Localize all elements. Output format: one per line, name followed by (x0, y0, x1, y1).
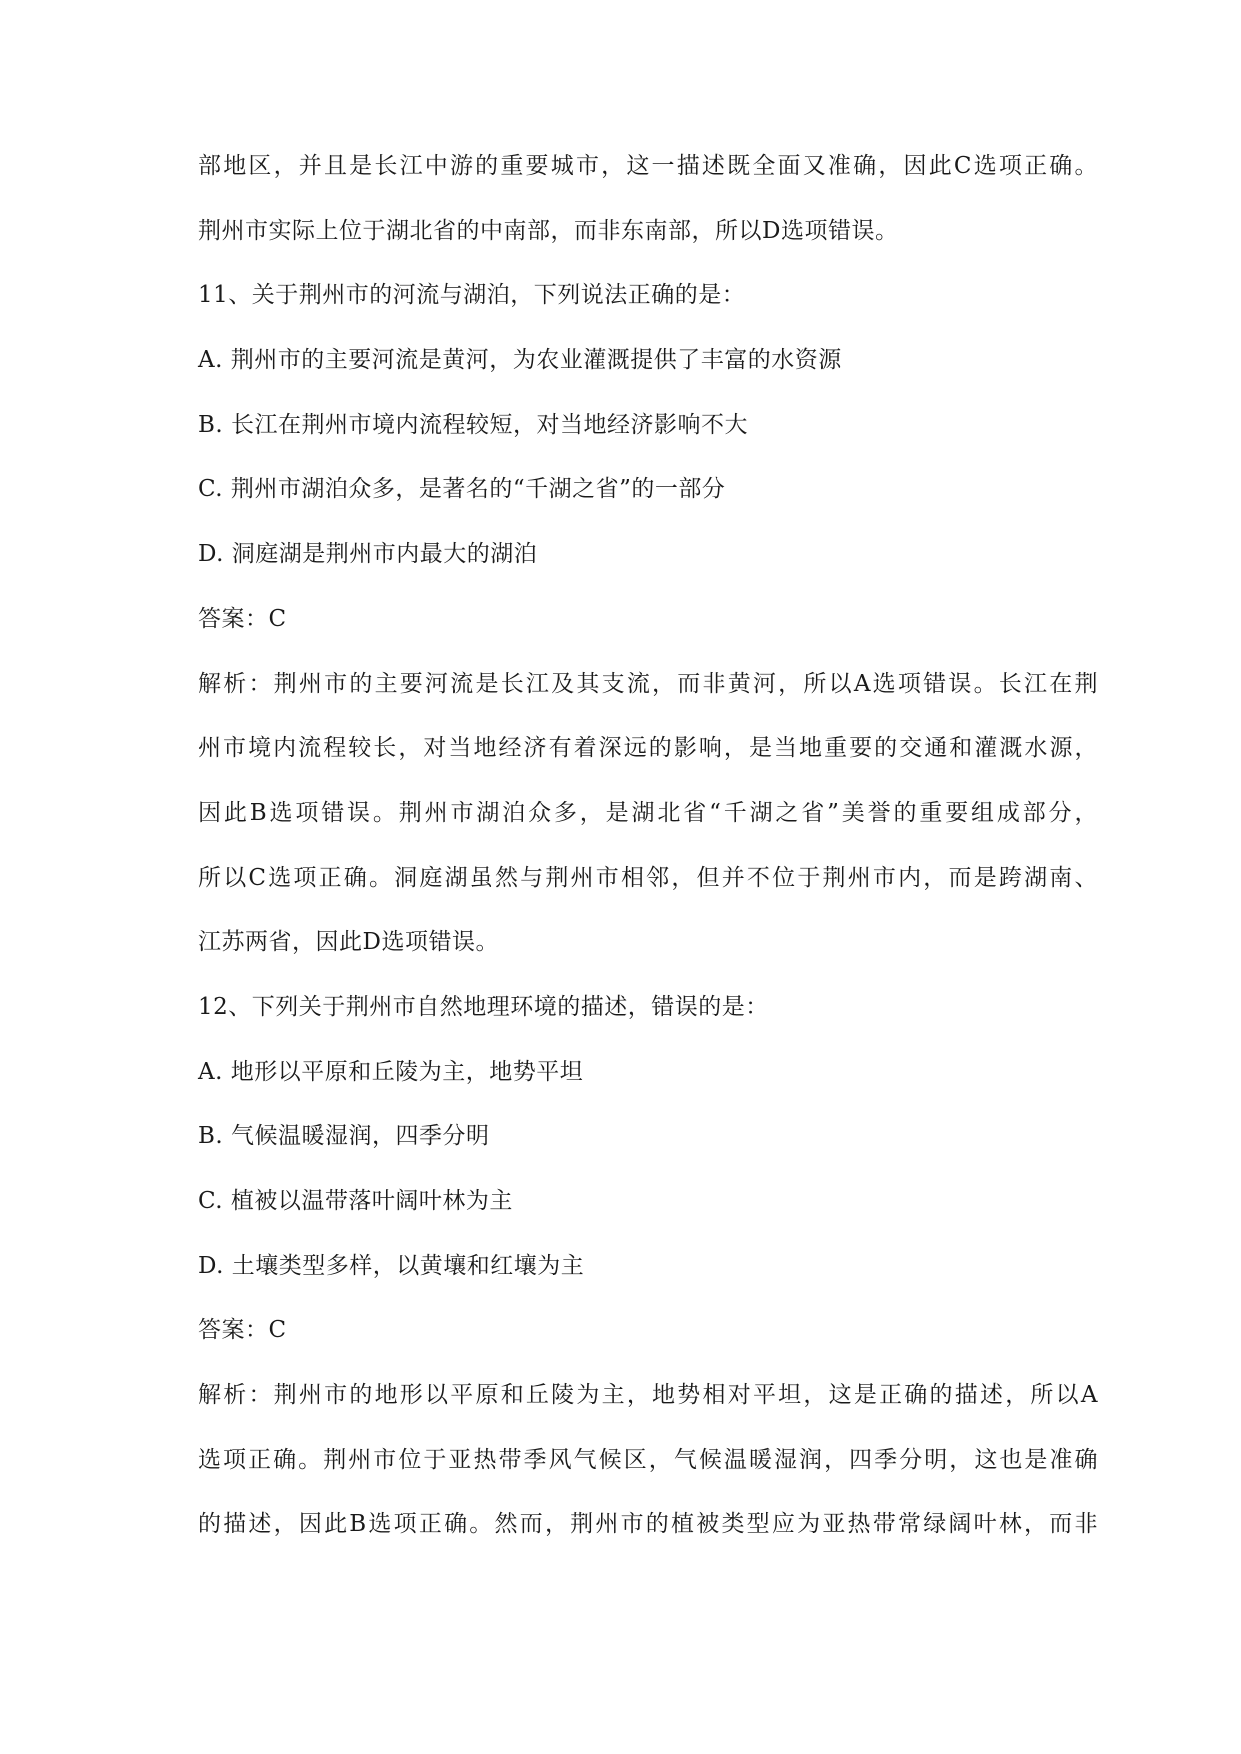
question-title: 11、关于荆州市的河流与湖泊，下列说法正确的是： (198, 282, 746, 309)
text-line: 部地区，并且是长江中游的重要城市，这一描述既全面又准确，因此C选项正确。 (198, 153, 1098, 179)
analysis-line: 选项正确。荆州市位于亚热带季风气候区，气候温暖湿润，四季分明，这也是准确 (198, 1446, 1098, 1473)
answer-line: 答案：C (198, 605, 287, 632)
analysis-line: 因此B选项错误。荆州市湖泊众多，是湖北省“千湖之省”美誉的重要组成部分， (198, 799, 1098, 826)
question-title: 12、下列关于荆州市自然地理环境的描述，错误的是： (198, 993, 769, 1020)
analysis-line: 解析：荆州市的地形以平原和丘陵为主，地势相对平坦，这是正确的描述，所以A (198, 1382, 1098, 1409)
option-a: A. 地形以平原和丘陵为主，地势平坦 (198, 1058, 584, 1085)
analysis-line: 的描述，因此B选项正确。然而，荆州市的植被类型应为亚热带常绿阔叶林，而非 (198, 1511, 1098, 1538)
option-c: C. 荆州市湖泊众多，是著名的“千湖之省”的一部分 (198, 476, 726, 503)
analysis-line: 江苏两省，因此D选项错误。 (198, 929, 499, 956)
option-d: D. 土壤类型多样，以黄壤和红壤为主 (198, 1252, 585, 1279)
option-b: B. 气候温暖湿润，四季分明 (198, 1123, 490, 1150)
analysis-line: 州市境内流程较长，对当地经济有着深远的影响，是当地重要的交通和灌溉水源， (198, 735, 1098, 762)
option-c: C. 植被以温带落叶阔叶林为主 (198, 1188, 513, 1214)
answer-line: 答案：C (198, 1317, 287, 1344)
option-b: B. 长江在荆州市境内流程较短，对当地经济影响不大 (198, 411, 749, 438)
analysis-line: 解析：荆州市的主要河流是长江及其支流，而非黄河，所以A选项错误。长江在荆 (198, 670, 1098, 697)
text-line: 荆州市实际上位于湖北省的中南部，而非东南部，所以D选项错误。 (198, 217, 899, 244)
document-body (198, 141, 1098, 1564)
option-d: D. 洞庭湖是荆州市内最大的湖泊 (198, 541, 538, 568)
option-a: A. 荆州市的主要河流是黄河，为农业灌溉提供了丰富的水资源 (198, 347, 842, 374)
analysis-line: 所以C选项正确。洞庭湖虽然与荆州市相邻，但并不位于荆州市内，而是跨湖南、 (198, 864, 1098, 891)
